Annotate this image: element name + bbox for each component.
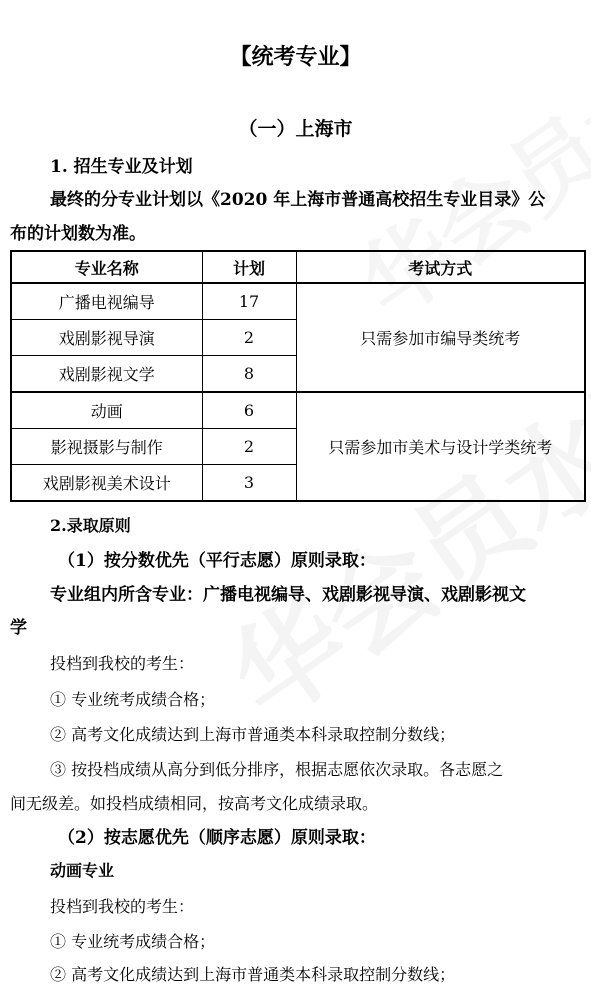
heading-admission-principles: 2.录取原则	[50, 516, 131, 535]
major-cell: 广播电视编导	[11, 283, 202, 320]
intro-line-1: 最终的分专业计划以《2020 年上海市普通高校招生专业目录》公	[50, 190, 546, 210]
table-header-row	[11, 251, 585, 283]
rule-1-group-line-1: 专业组内所含专业：广播电视编导、戏剧影视导演、戏剧影视文	[50, 585, 526, 605]
plan-cell: 2	[202, 320, 296, 356]
intro-line-2: 布的计划数为准。	[10, 224, 146, 244]
header-plan: 计划	[202, 251, 296, 283]
plan-cell: 6	[202, 392, 296, 429]
rule-1-item-3-continued: 间无级差。如投档成绩相同，按高考文化成绩录取。	[10, 794, 379, 813]
header-exam: 考试方式	[296, 251, 585, 283]
rule-2-item-1: ① 专业统考成绩合格；	[50, 932, 216, 951]
major-cell: 动画	[11, 392, 202, 429]
enrollment-plan-table	[10, 250, 586, 502]
rule-1-intro: 投档到我校的考生：	[50, 654, 195, 673]
plan-cell: 3	[202, 465, 296, 502]
rule-1-group-line-2: 学	[10, 618, 27, 638]
plan-cell: 17	[202, 283, 296, 320]
document-title: 【统考专业】	[229, 44, 362, 70]
heading-enrollment-plan: 1. 招生专业及计划	[50, 157, 193, 177]
major-cell: 戏剧影视文学	[11, 356, 202, 393]
rule-2-major: 动画专业	[50, 861, 115, 880]
rule-1-title: （1）按分数优先（平行志愿）原则录取：	[58, 551, 376, 571]
plan-cell: 8	[202, 356, 296, 393]
major-cell: 影视摄影与制作	[11, 429, 202, 465]
header-major: 专业名称	[11, 251, 202, 283]
exam-cell-group-2: 只需参加市美术与设计学类统考	[296, 392, 585, 501]
plan-cell: 2	[202, 429, 296, 465]
exam-cell-group-1: 只需参加市编导类统考	[296, 283, 585, 392]
table-row	[11, 392, 585, 429]
rule-1-item-1: ① 专业统考成绩合格；	[50, 690, 216, 709]
rule-1-item-2: ② 高考文化成绩达到上海市普通类本科录取控制分数线；	[50, 725, 456, 744]
major-cell: 戏剧影视导演	[11, 320, 202, 356]
rule-1-item-3: ③ 按投档成绩从高分到低分排序，根据志愿依次录取。各志愿之	[50, 760, 504, 779]
table-row	[11, 283, 585, 320]
rule-2-intro: 投档到我校的考生：	[50, 897, 195, 916]
rule-2-title: （2）按志愿优先（顺序志愿）原则录取：	[58, 828, 376, 848]
major-cell: 戏剧影视美术设计	[11, 465, 202, 502]
rule-2-item-2: ② 高考文化成绩达到上海市普通类本科录取控制分数线；	[50, 965, 456, 984]
section-title: （一）上海市	[238, 118, 353, 140]
